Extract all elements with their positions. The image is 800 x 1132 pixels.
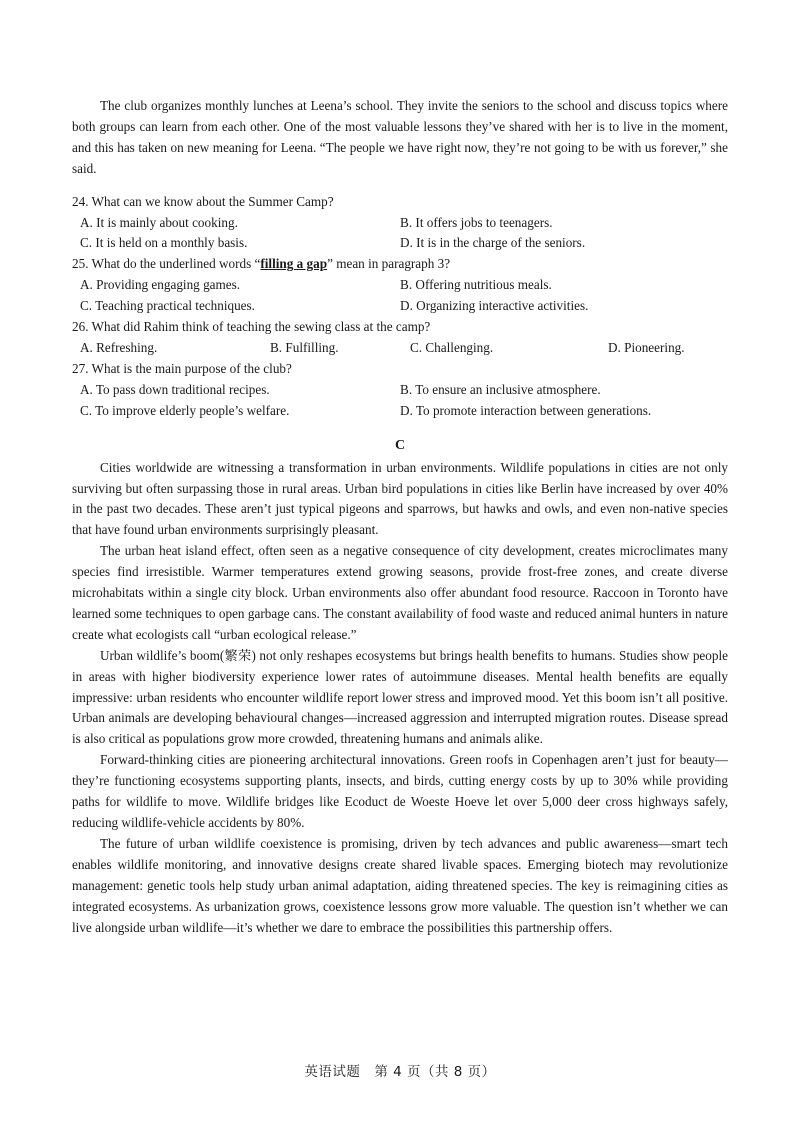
- question-27-option-d: D. To promote interaction between generations.: [400, 402, 652, 418]
- question-26: [72, 317, 728, 359]
- question-25-stem-before: 25. What do the underlined words “: [72, 256, 261, 272]
- passage-c-paragraph-1: Cities worldwide are witnessing a transformation in urban environments. Wildlife populations in cities are not only surviving but often surpassing those in rural areas. Urban bird populations in cities like Berlin have increased by over 40% in the past two decades. These aren’t just typical pigeons and sparrows, but hawks and owls, and even non-native species that have found urban environments surprisingly pleasant.: [72, 459, 728, 538]
- question-27-option-c: C. To improve elderly people’s welfare.: [80, 402, 290, 418]
- question-block: [72, 192, 728, 422]
- question-24-option-d: D. It is in the charge of the seniors.: [400, 235, 586, 251]
- question-26-options: [72, 338, 728, 359]
- question-27: [72, 359, 728, 422]
- question-27-stem: 27. What is the main purpose of the club?: [72, 360, 292, 376]
- passage-c-title: C: [394, 437, 406, 453]
- question-25-stem-after: ” mean in paragraph 3?: [327, 256, 451, 272]
- exam-page: [72, 96, 728, 938]
- question-25-option-d: D. Organizing interactive activities.: [400, 298, 589, 314]
- passage-c-paragraph-2: The urban heat island effect, often seen as a negative consequence of city development, creates microclimates many species find irresistible. Warmer temperatures extend growing seasons, provide frost-free zones, and create diverse microhabitats within a single city block. Urban environments also offer abundant food resource. Raccoon in Toronto have learned some techniques to open garbage cans. The constant availability of food waste and reduced animal hunters in nature create what ecologists call “urban ecological release.”: [72, 543, 728, 642]
- question-25-stem: [72, 254, 728, 275]
- question-25-option-b: B. Offering nutritious meals.: [400, 277, 552, 293]
- question-24-options-ab: [72, 213, 728, 234]
- question-25-options-cd: [72, 296, 728, 317]
- question-26-stem: 26. What did Rahim think of teaching the sewing class at the camp?: [72, 319, 431, 335]
- passage-c-paragraph-4: Forward-thinking cities are pioneering architectural innovations. Green roofs in Copenhagen aren’t just for beauty—they’re functioning ecosystems supporting plants, insects, and birds, cutting energy costs by up to 30% while providing paths for wildlife to move. Wildlife bridges like Ecoduct de Woeste Hoeve let over 5,000 deer cross highways safely, reducing wildlife-vehicle accidents by 80%.: [72, 752, 728, 830]
- question-24-option-b: B. It offers jobs to teenagers.: [400, 214, 553, 230]
- question-27-option-b: B. To ensure an inclusive atmosphere.: [400, 381, 601, 397]
- question-25-underlined-words: filling a gap: [260, 256, 328, 272]
- question-24-option-a: A. It is mainly about cooking.: [80, 214, 238, 230]
- question-24-option-c: C. It is held on a monthly basis.: [80, 235, 248, 251]
- passage-c-paragraph-5: The future of urban wildlife coexistence is promising, driven by tech advances and public awareness—smart tech enables wildlife monitoring, and innovative designs create shared livable spaces. Emerging biotech may revolutionize management: genetic tools help study urban animal adaptation, aiding threatened species. The key is reimagining cities as integrated ecosystems. As urbanization grows, coexistence lessons grow more valuable. The question isn’t whether we can live alongside urban wildlife—it’s whether we dare to embrace the possibilities this partnership offers.: [72, 835, 728, 935]
- question-24-options-cd: [72, 233, 728, 254]
- question-27-options-ab: [72, 380, 728, 401]
- page-footer: 英语试题 第 4 页（共 8 页）: [304, 1064, 496, 1080]
- question-26-option-d: D. Pioneering.: [608, 339, 685, 355]
- question-27-options-cd: [72, 401, 728, 422]
- passage-b-final-paragraph: The club organizes monthly lunches at Leena’s school. They invite the seniors to the school and discuss topics where both groups can learn from each other. One of the most valuable lessons they’ve shared with her is to live in the moment, and this has taken on new meaning for Leena. “The people we have right now, they’re not going to be with us forever,” she said.: [72, 98, 728, 176]
- question-25-options-ab: [72, 275, 728, 296]
- question-24: [72, 192, 728, 255]
- question-27-option-a: A. To pass down traditional recipes.: [80, 381, 270, 397]
- question-24-stem: 24. What can we know about the Summer Camp?: [72, 193, 334, 209]
- question-26-option-c: C. Challenging.: [410, 339, 494, 355]
- question-26-option-a: A. Refreshing.: [80, 339, 158, 355]
- question-25: [72, 254, 728, 317]
- passage-c-paragraph-3: Urban wildlife’s boom(繁荣) not only reshapes ecosystems but brings health benefits to humans. Studies show people in areas with higher biodiversity experience lower rates of autoimmune diseases. Mental health benefits are equally impressive: urban residents who encounter wildlife report lower stress and improved mood. Yet this boom isn’t all positive. Urban animals are developing behavioural changes—increased aggression and interrupted migration routes. Disease spread is also critical as populations grow more crowded, threatening humans and animals alike.: [72, 647, 728, 747]
- question-25-option-a: A. Providing engaging games.: [80, 277, 241, 293]
- question-25-option-c: C. Teaching practical techniques.: [80, 298, 255, 314]
- question-26-option-b: B. Fulfilling.: [270, 339, 339, 355]
